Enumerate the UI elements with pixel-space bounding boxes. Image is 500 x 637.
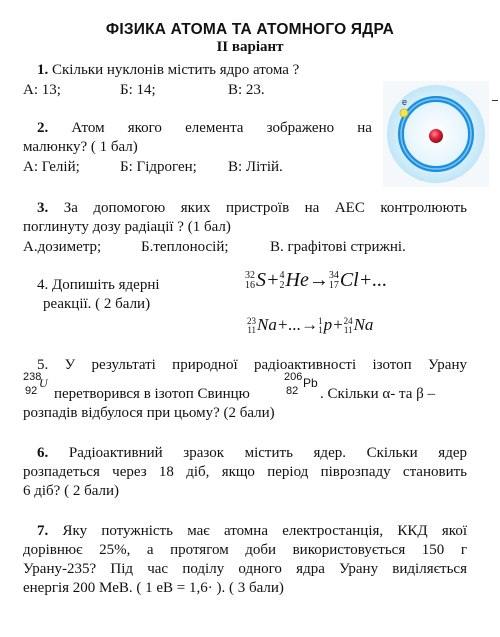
question-1-option-b: Б: 14; (120, 82, 156, 98)
question-5-line-3: розпадів відбулося при цьому? (2 бали) (23, 405, 275, 421)
reaction-1-arrow: → (308, 269, 329, 291)
variant-label: ІІ варіант (216, 39, 284, 55)
question-3-text: За допомогою яких пристроїв на АЕС контролюють (63, 200, 468, 216)
question-1 (37, 61, 299, 79)
atom-figure (383, 81, 489, 187)
proton-mass-number: 1 (318, 316, 323, 327)
electron-label: e (402, 97, 408, 107)
question-2-option-c: В: Літій. (228, 159, 283, 175)
proton-symbol: p (323, 315, 333, 334)
lead-atomic-number: 82 (286, 385, 299, 397)
question-7-number: 7. (37, 523, 49, 539)
question-7-line-2: дорівнює 25%, а протягом доби використовується 150 г (23, 542, 467, 558)
question-3-line-2: поглинуту дозу радіації ? (1 бал) (23, 219, 231, 235)
question-6-line-1 (37, 444, 467, 462)
question-2-option-a: А: Гелій; (23, 159, 80, 175)
question-2-line-1 (37, 119, 372, 137)
question-7-text: Яку потужність має атомна електростанція, ККД якої (62, 523, 468, 539)
question-5-line-1: 5. У результаті природної радіоактивності ізотоп Урану (37, 357, 467, 373)
uranium-mass-number: 238 (23, 371, 42, 383)
question-2-option-b: Б: Гідроген; (120, 159, 197, 175)
question-6-text: Радіоактивний зразок містить ядер. Скільки ядер (68, 445, 468, 461)
question-5-line-2 (23, 370, 483, 406)
sodium-23-mass-number: 23 (247, 316, 256, 327)
question-1-option-c: В: 23. (228, 82, 265, 98)
electron (400, 109, 408, 117)
sodium-23-atomic-number: 11 (247, 325, 256, 336)
figure-edge-mark (492, 100, 498, 101)
sulfur-symbol: S (256, 269, 266, 291)
question-5-middle: перетворився в ізотоп Свинцю (54, 386, 250, 402)
question-3-option-b: Б.теплоносій; (141, 239, 229, 255)
reaction-1-tail: +... (358, 269, 388, 291)
chlorine-atomic-number: 17 (328, 280, 339, 292)
reaction-2-middle: +...→ (276, 315, 319, 334)
helium-mass-number: 4 (279, 270, 285, 282)
question-2-word: зображено (266, 120, 335, 136)
question-3-option-a: А.дозиметр; (23, 239, 102, 255)
question-6-number: 6. (37, 445, 49, 461)
sodium-24-atomic-number: 11 (343, 325, 353, 336)
question-2-word: Атом (71, 120, 105, 136)
sodium-24-mass-number: 24 (343, 316, 353, 327)
question-7-line-1 (37, 522, 467, 540)
page-title: ФІЗИКА АТОМА ТА АТОМНОГО ЯДРА (105, 21, 395, 38)
question-2-word: на (357, 120, 372, 136)
question-4-line-2: реакції. ( 2 бали) (43, 296, 151, 312)
question-6-line-2: розпадеться через 18 діб, якщо період піврозпаду становить (23, 464, 467, 480)
question-1-option-a: А: 13; (23, 82, 61, 98)
question-3-option-c: В. графітові стрижні. (270, 239, 406, 255)
question-2-line-2: малюнку? ( 1 бал) (23, 139, 138, 155)
atom-figure-svg (383, 81, 489, 187)
helium-symbol: He (285, 269, 309, 291)
question-7-line-4: енергія 200 МеВ. ( 1 еВ = 1,6· ). ( 3 бали) (23, 580, 284, 596)
sulfur-atomic-number: 16 (245, 280, 255, 292)
reaction-1: 32 16 S+ 4 2 He→ 34 17 Cl+... (245, 269, 388, 292)
chlorine-symbol: Cl (339, 269, 359, 291)
question-1-number: 1. (37, 62, 49, 78)
question-2-word: якого (127, 120, 162, 136)
question-2-word: елемента (185, 120, 244, 136)
question-4-line-1: 4. Допишіть ядерні (37, 277, 160, 293)
reaction-2-plus: + (332, 315, 344, 334)
uranium-atomic-number: 92 (25, 385, 38, 397)
proton-charge-number: 1 (318, 325, 323, 336)
question-1-text: Скільки нуклонів містить ядро атома ? (52, 62, 300, 78)
lead-symbol: Pb (303, 376, 318, 390)
nucleus (429, 129, 443, 143)
helium-atomic-number: 2 (279, 280, 285, 292)
sodium-24-symbol: Na (353, 315, 374, 334)
reaction-2 (247, 315, 373, 335)
chlorine-mass-number: 34 (328, 270, 339, 282)
question-3-number: 3. (37, 200, 49, 216)
question-2-number: 2. (37, 120, 49, 136)
question-7-line-3: Урану-235? Під час поділу одного ядра Урану виділяється (23, 561, 467, 577)
question-5-end: . Скільки α- та β – (320, 386, 435, 402)
question-6-line-3: 6 діб? ( 2 бали) (23, 483, 120, 499)
sodium-23-symbol: Na (257, 315, 277, 334)
lead-mass-number: 206 (284, 371, 303, 383)
sulfur-mass-number: 32 (245, 270, 255, 282)
question-3-line-1 (37, 199, 467, 217)
uranium-symbol: U (39, 376, 48, 390)
